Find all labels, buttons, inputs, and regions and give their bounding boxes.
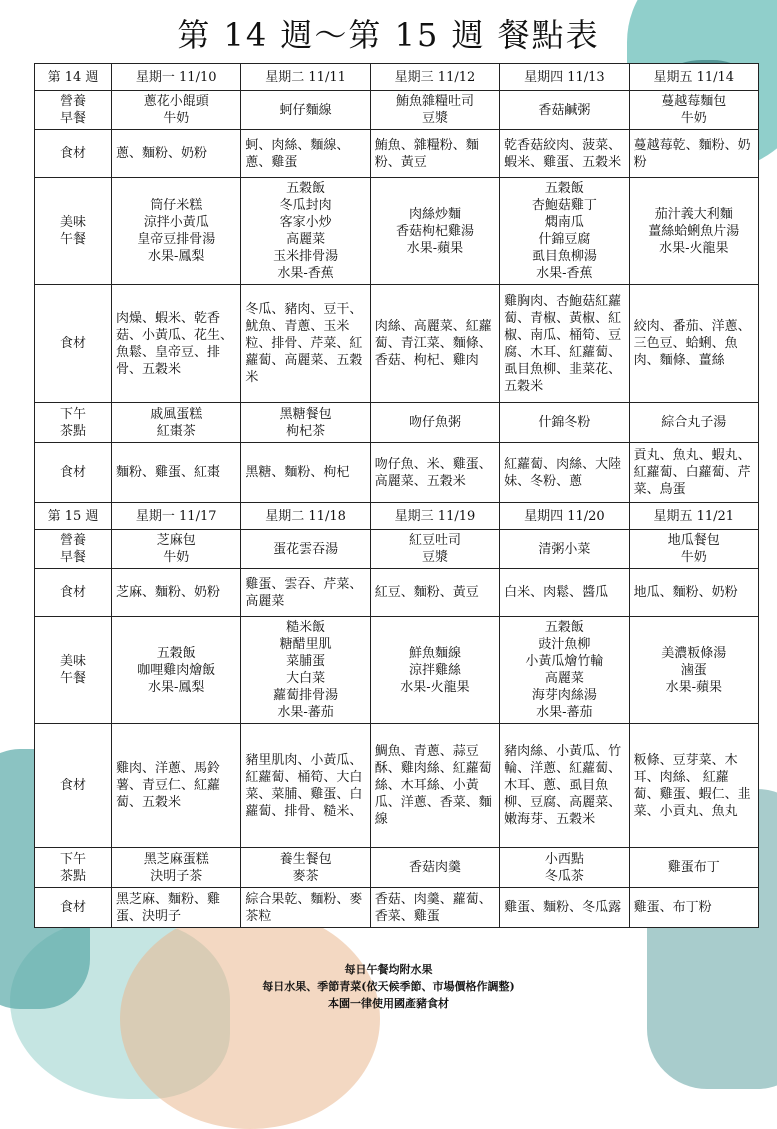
ingredients-cell: 蔥、麵粉、奶粉: [112, 130, 241, 178]
day-header: 星期一 11/10: [112, 64, 241, 91]
week-header-row: [35, 503, 759, 530]
meal-cell: 清粥小菜: [500, 530, 629, 569]
ingredients-cell: 香菇、肉羹、蘿蔔、香菜、雞蛋: [370, 888, 499, 928]
meal-cell: 蛋花雲吞湯: [241, 530, 370, 569]
day-header: 星期一 11/17: [112, 503, 241, 530]
meal-cell: 香菇肉羹: [370, 848, 499, 888]
row-label: 食材: [35, 724, 112, 848]
ingredients-cell: 肉燥、蝦米、乾香菇、小黃瓜、花生、魚鬆、皇帝豆、排骨、五穀米: [112, 285, 241, 403]
week-header-row: [35, 64, 759, 91]
ingredients-cell: 雞蛋、雲吞、芹菜、高麗菜: [241, 569, 370, 617]
ingredients-cell: 粄條、豆芽菜、木耳、肉絲、 紅蘿蔔、雞蛋、蝦仁、韭菜、小貢丸、魚丸: [629, 724, 758, 848]
meal-row: [35, 848, 759, 888]
meal-cell: 蔓越莓麵包 牛奶: [629, 91, 758, 130]
ingredients-cell: 黑芝麻、麵粉、雞蛋、決明子: [112, 888, 241, 928]
meal-cell: 雞蛋布丁: [629, 848, 758, 888]
meal-row: [35, 530, 759, 569]
meal-cell: 鮮魚麵線 涼拌雞絲 水果-火龍果: [370, 617, 499, 724]
ingredients-row: [35, 443, 759, 503]
meal-cell: 香菇鹹粥: [500, 91, 629, 130]
meal-cell: 五穀飯 杏鮑菇雞丁 燜南瓜 什錦豆腐 虱目魚柳湯 水果-香蕉: [500, 178, 629, 285]
ingredients-cell: 乾香菇絞肉、菠菜、蝦米、雞蛋、五穀米: [500, 130, 629, 178]
page-title: 第 14 週～第 15 週 餐點表: [177, 16, 600, 54]
week-label: 第 14 週: [35, 64, 112, 91]
ingredients-cell: 冬瓜、豬肉、豆干、魷魚、青蔥、玉米粒、排骨、芹菜、紅蘿蔔、高麗菜、五穀米: [241, 285, 370, 403]
ingredients-row: [35, 724, 759, 848]
meal-cell: 養生餐包 麥茶: [241, 848, 370, 888]
ingredients-cell: 白米、肉鬆、醬瓜: [500, 569, 629, 617]
row-label: 營養 早餐: [35, 91, 112, 130]
row-label: 美味 午餐: [35, 617, 112, 724]
row-label: 食材: [35, 569, 112, 617]
meal-cell: 五穀飯 豉汁魚柳 小黃瓜燴竹輪 高麗菜 海芽肉絲湯 水果-蕃茄: [500, 617, 629, 724]
meal-cell: 美濃粄條湯 滷蛋 水果-蘋果: [629, 617, 758, 724]
ingredients-cell: 蔓越莓乾、麵粉、奶粉: [629, 130, 758, 178]
week-label: 第 15 週: [35, 503, 112, 530]
meal-cell: 紅豆吐司 豆漿: [370, 530, 499, 569]
ingredients-row: [35, 130, 759, 178]
ingredients-cell: 雞肉、洋蔥、馬鈴薯、青豆仁、紅蘿蔔、五穀米: [112, 724, 241, 848]
day-header: 星期四 11/20: [500, 503, 629, 530]
ingredients-cell: 蚵、肉絲、麵線、蔥、雞蛋: [241, 130, 370, 178]
ingredients-cell: 貢丸、魚丸、蝦丸、紅蘿蔔、白蘿蔔、芹菜、鳥蛋: [629, 443, 758, 503]
ingredients-cell: 雞胸肉、杏鮑菇紅蘿蔔、青椒、黃椒、紅椒、南瓜、桶筍、豆腐、木耳、紅蘿蔔、虱目魚柳、韭菜花、五穀米: [500, 285, 629, 403]
row-label: 下午 茶點: [35, 403, 112, 443]
meal-cell: 小西點 冬瓜茶: [500, 848, 629, 888]
ingredients-cell: 肉絲、高麗菜、紅蘿蔔、青江菜、麵條、香菇、枸杞、雞肉: [370, 285, 499, 403]
row-label: 美味 午餐: [35, 178, 112, 285]
meal-row: [35, 617, 759, 724]
meal-row: [35, 403, 759, 443]
ingredients-row: [35, 285, 759, 403]
meal-cell: 筒仔米糕 涼拌小黃瓜 皇帝豆排骨湯 水果-鳳梨: [112, 178, 241, 285]
day-header: 星期五 11/14: [629, 64, 758, 91]
row-label: 食材: [35, 130, 112, 178]
meal-cell: 戚風蛋糕 紅棗茶: [112, 403, 241, 443]
meal-cell: 黑糖餐包 枸杞茶: [241, 403, 370, 443]
meal-cell: 芝麻包 牛奶: [112, 530, 241, 569]
meal-row: [35, 91, 759, 130]
ingredients-cell: 地瓜、麵粉、奶粉: [629, 569, 758, 617]
meal-cell: 什錦冬粉: [500, 403, 629, 443]
row-label: 食材: [35, 888, 112, 928]
menu-table-wrapper: [34, 63, 759, 928]
day-header: 星期三 11/12: [370, 64, 499, 91]
row-label: 食材: [35, 285, 112, 403]
day-header: 星期三 11/19: [370, 503, 499, 530]
ingredients-cell: 雞蛋、麵粉、冬瓜露: [500, 888, 629, 928]
decorative-pot-bottom-left: [120, 909, 380, 1129]
note-line: 每日午餐均附水果: [344, 963, 433, 976]
ingredients-row: [35, 569, 759, 617]
ingredients-cell: 芝麻、麵粉、奶粉: [112, 569, 241, 617]
meal-cell: 吻仔魚粥: [370, 403, 499, 443]
footer-notes: [0, 961, 777, 1012]
ingredients-cell: 吻仔魚、米、雞蛋、高麗菜、五穀米: [370, 443, 499, 503]
meal-cell: 鮪魚雜糧吐司 豆漿: [370, 91, 499, 130]
ingredients-cell: 紅蘿蔔、肉絲、大陸妹、冬粉、蔥: [500, 443, 629, 503]
ingredients-cell: 絞肉、番茄、洋蔥、三色豆、蛤蜊、魚肉、麵條、薑絲: [629, 285, 758, 403]
meal-cell: 綜合丸子湯: [629, 403, 758, 443]
row-label: 營養 早餐: [35, 530, 112, 569]
day-header: 星期四 11/13: [500, 64, 629, 91]
meal-cell: 茄汁義大利麵 薑絲蛤蜊魚片湯 水果-火龍果: [629, 178, 758, 285]
row-label: 下午 茶點: [35, 848, 112, 888]
day-header: 星期二 11/18: [241, 503, 370, 530]
note-line: 本園一律使用國產豬食材: [328, 997, 449, 1010]
note-line: 每日水果、季節青菜(依天候季節、市場價格作調整): [262, 980, 515, 993]
ingredients-cell: 豬里肌肉、小黃瓜、紅蘿蔔、桶筍、大白菜、菜脯、雞蛋、白蘿蔔、排骨、糙米、: [241, 724, 370, 848]
day-header: 星期五 11/21: [629, 503, 758, 530]
day-header: 星期二 11/11: [241, 64, 370, 91]
ingredients-cell: 綜合果乾、麵粉、麥茶粒: [241, 888, 370, 928]
meal-cell: 地瓜餐包 牛奶: [629, 530, 758, 569]
meal-row: [35, 178, 759, 285]
meal-cell: 黑芝麻蛋糕 決明子茶: [112, 848, 241, 888]
ingredients-cell: 紅豆、麵粉、黃豆: [370, 569, 499, 617]
ingredients-cell: 鯛魚、青蔥、蒜豆酥、雞肉絲、紅蘿蔔絲、木耳絲、小黃瓜、洋蔥、香菜、麵線: [370, 724, 499, 848]
meal-cell: 蔥花小餛頭 牛奶: [112, 91, 241, 130]
ingredients-cell: 黑糖、麵粉、枸杞: [241, 443, 370, 503]
ingredients-cell: 麵粉、雞蛋、紅棗: [112, 443, 241, 503]
meal-cell: 五穀飯 冬瓜封肉 客家小炒 高麗菜 玉米排骨湯 水果-香蕉: [241, 178, 370, 285]
meal-cell: 糙米飯 糖醋里肌 菜脯蛋 大白菜 蘿蔔排骨湯 水果-蕃茄: [241, 617, 370, 724]
meal-cell: 五穀飯 咖哩雞肉燴飯 水果-鳳梨: [112, 617, 241, 724]
ingredients-cell: 鮪魚、雜糧粉、麵粉、黃豆: [370, 130, 499, 178]
meal-cell: 肉絲炒麵 香菇枸杞雞湯 水果-蘋果: [370, 178, 499, 285]
ingredients-cell: 雞蛋、布丁粉: [629, 888, 758, 928]
row-label: 食材: [35, 443, 112, 503]
ingredients-cell: 豬肉絲、小黃瓜、竹輪、洋蔥、紅蘿蔔、木耳、蔥、虱目魚柳、豆腐、高麗菜、嫩海芽、五穀米: [500, 724, 629, 848]
menu-table: [34, 63, 759, 928]
meal-cell: 蚵仔麵線: [241, 91, 370, 130]
ingredients-row: [35, 888, 759, 928]
